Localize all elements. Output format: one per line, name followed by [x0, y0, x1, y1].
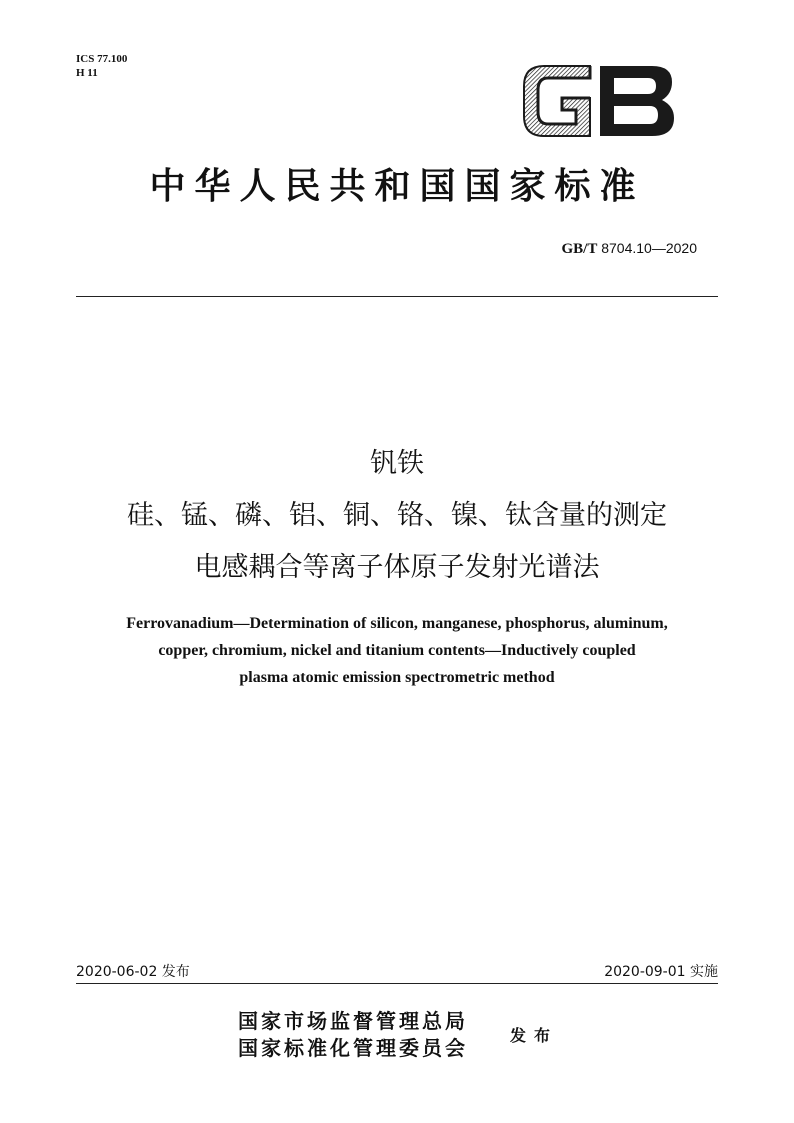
standard-body-title: 中华人民共和国国家标准 [149, 165, 645, 207]
english-title-line-1: Ferrovanadium—Determination of silicon, manganese, phosphorus, aluminum, [126, 615, 668, 632]
english-title [60, 610, 734, 691]
issuer-samr: 国家市场监督管理总局 [238, 1009, 468, 1033]
implementation-date: 2020-09-01 实施 [604, 964, 718, 980]
gb-logo-icon [518, 60, 678, 142]
standard-number [561, 240, 697, 258]
english-title-line-3: plasma atomic emission spectrometric method [239, 669, 555, 686]
issue-date: 2020-06-02 发布 [76, 964, 190, 980]
chinese-title-line-2: 硅、锰、磷、铝、铜、铬、镍、钛含量的测定 [127, 500, 667, 531]
standard-prefix: GB/T [561, 241, 598, 257]
ics-code: ICS 77.100 [76, 53, 128, 65]
issuer-sac: 国家标准化管理委员会 [238, 1036, 468, 1060]
english-title-line-2: copper, chromium, nickel and titanium contents—Inductively coupled [158, 642, 636, 659]
standard-code: 8704.10—2020 [601, 240, 697, 256]
chinese-title-line-1: 钒铁 [370, 448, 424, 479]
top-divider [76, 296, 718, 297]
issuing-authorities [238, 1008, 468, 1062]
bottom-divider [76, 983, 718, 984]
ccs-code: H 11 [76, 67, 98, 79]
chinese-title-line-3: 电感耦合等离子体原子发射光谱法 [194, 552, 600, 583]
issue-word: 发布 [510, 1026, 559, 1045]
classification-codes [76, 52, 127, 80]
